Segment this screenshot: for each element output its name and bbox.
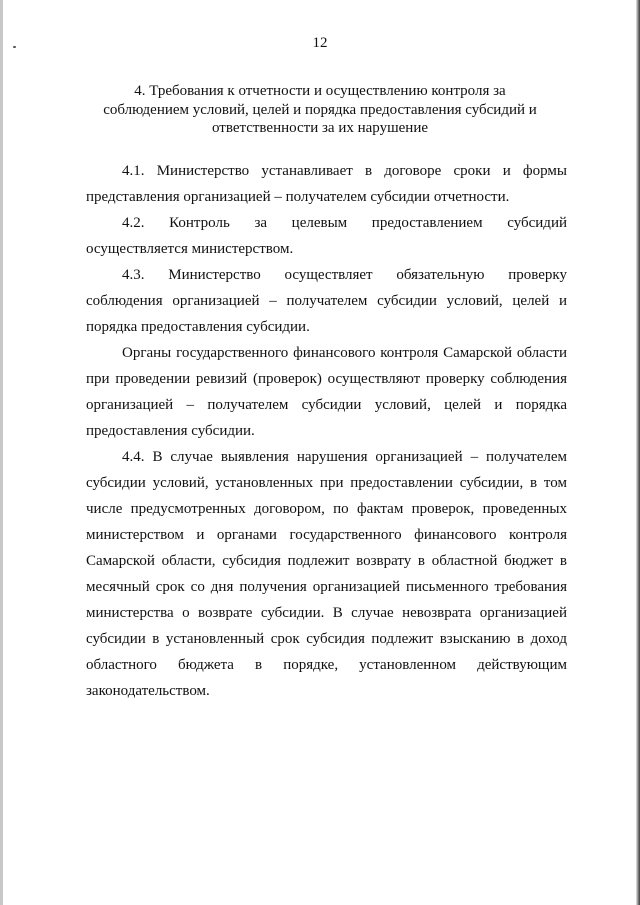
paragraph-4-2: 4.2. Контроль за целевым предоставлением субсидий осуществляется министерством. (86, 215, 567, 257)
paragraph-4-3: 4.3. Министерство осуществляет обязательную проверку соблюдения организацией – получателем субсидии условий, целей и порядка предоставления субсидии. (86, 267, 567, 335)
paragraph-4-4: 4.4. В случае выявления нарушения организацией – получателем субсидии условий, установленных при предоставлении субсидии, в том числе предусмотренных договором, по фактам проверок, проведенных министерством и органами государственного финансового контроля Самарской области, субсидия подлежит возврату в областной бюджет в месячный срок со дня получения организацией письменного требования министерства о возврате субсидии. В случае невозврата организацией субсидии в установленный срок субсидия подлежит взысканию в доход областного бюджета в порядке, установленном действующим законодательством. (86, 449, 567, 699)
paragraph-4-1: 4.1. Министерство устанавливает в договоре сроки и формы представления организацией – получателем субсидии отчетности. (86, 163, 567, 205)
page-number: 12 (312, 35, 328, 51)
paragraph-control-bodies: Органы государственного финансового контроля Самарской области при проведении ревизий (проверок) осуществляют проверку соблюдения организацией – получателем субсидии условий, целей и порядка предоставления субсидии. (86, 345, 567, 439)
scan-edge-left (0, 0, 3, 905)
section-heading: 4. Требования к отчетности и осуществлению контроля за соблюдением условий, целей и порядка предоставления субсидий и ответственности за их нарушение (103, 83, 537, 136)
document-body (86, 158, 567, 704)
scan-edge-right (636, 0, 640, 905)
